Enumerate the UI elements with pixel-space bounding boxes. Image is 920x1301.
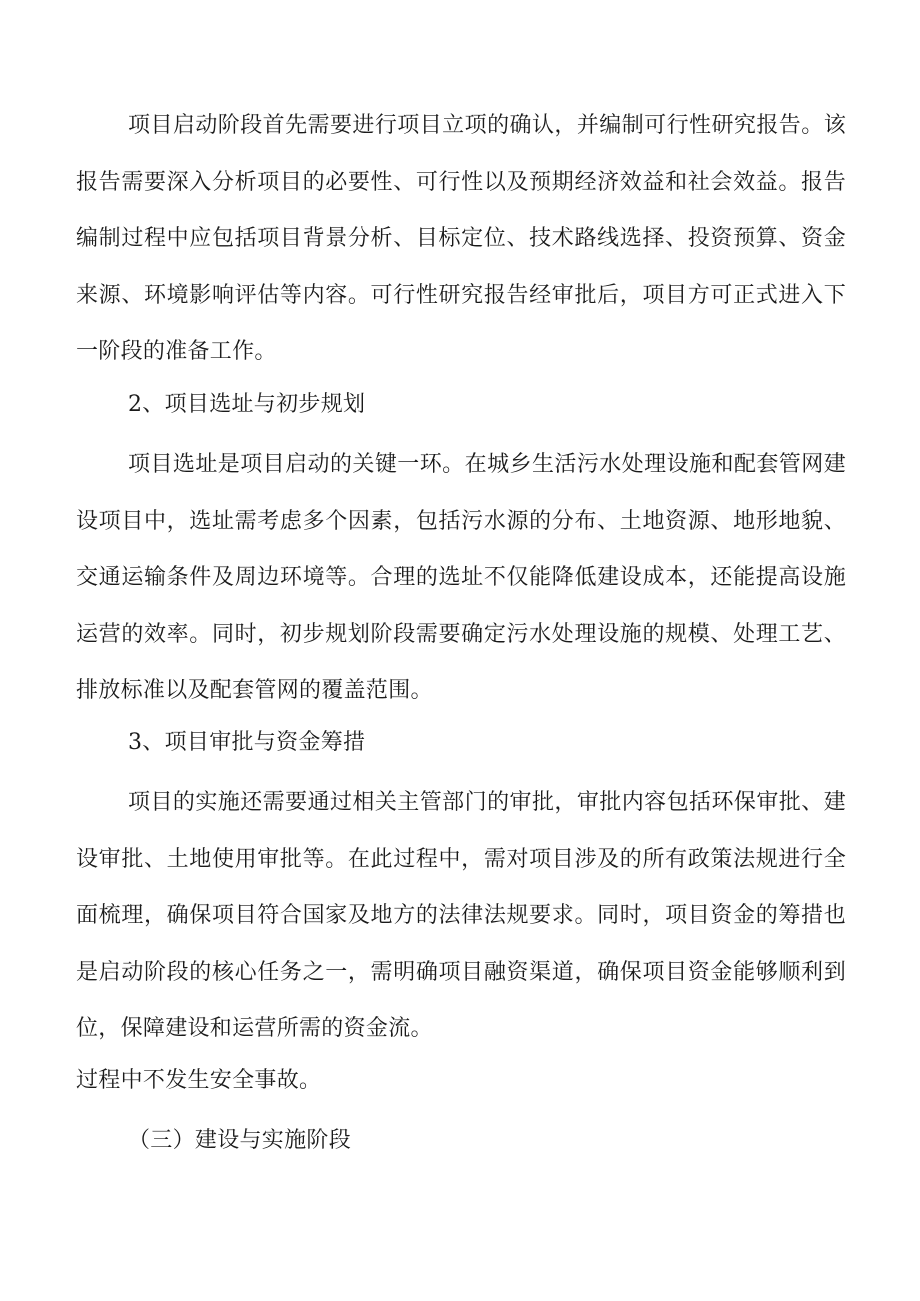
section-heading-construction: （三）建设与实施阶段 [128,1128,352,1153]
heading-site-selection: 2、项目选址与初步规划 [128,392,366,417]
paragraph-approval-funding: 项目的实施还需要通过相关主管部门的审批，审批内容包括环保审批、建设审批、土地使用审批等。在此过程中，需对项目涉及的所有政策法规进行全面梳理，确保项目符合国家及地方的法律法规要求。同时，项目资金的筹措也是启动阶段的核心任务之一，需明确项目融资渠道，确保项目资金能够顺利到位，保障建设和运营所需的资金流。 [76,790,846,1042]
paragraph-site-selection: 项目选址是项目启动的关键一环。在城乡生活污水处理设施和配套管网建设项目中，选址需考虑多个因素，包括污水源的分布、土地资源、地形地貌、交通运输条件及周边环境等。合理的选址不仅能降低建设成本，还能提高设施运营的效率。同时，初步规划阶段需要确定污水处理设施的规模、处理工艺、排放标准以及配套管网的覆盖范围。 [76,452,846,704]
heading-approval-funding: 3、项目审批与资金筹措 [128,730,366,755]
paragraph-safety: 过程中不发生安全事故。 [76,1068,322,1093]
paragraph-feasibility-study: 项目启动阶段首先需要进行项目立项的确认，并编制可行性研究报告。该报告需要深入分析项目的必要性、可行性以及预期经济效益和社会效益。报告编制过程中应包括项目背景分析、目标定位、技术路线选择、投资预算、资金来源、环境影响评估等内容。可行性研究报告经审批后，项目方可正式进入下一阶段的准备工作。 [76,113,846,365]
